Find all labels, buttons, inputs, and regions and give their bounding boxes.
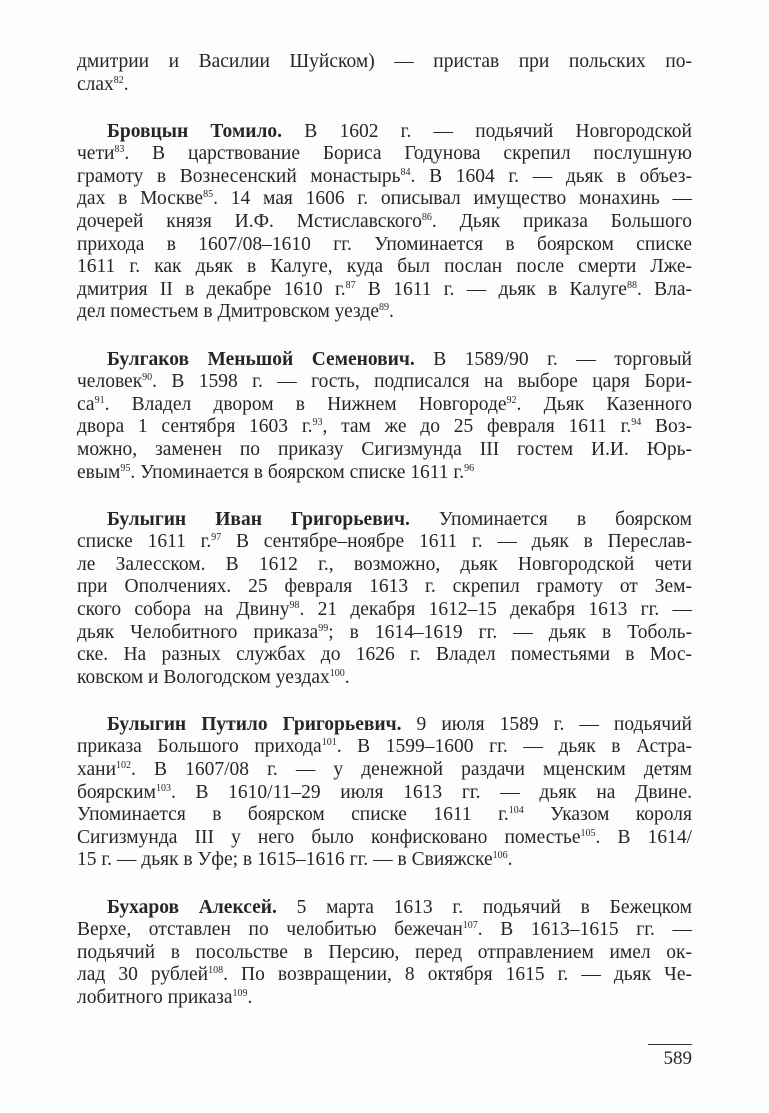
text-segment: при Ополчениях. 25 февраля 1613 г. скрепил грамоту от Зем- bbox=[77, 576, 692, 598]
text-line bbox=[77, 166, 692, 189]
text-line bbox=[77, 188, 692, 211]
entry-paragraph bbox=[77, 897, 692, 1010]
text-segment: хани bbox=[77, 759, 117, 781]
text-segment: дмитрия II в декабре 1610 г. bbox=[77, 278, 346, 300]
footnote-ref: 87 bbox=[345, 279, 356, 291]
text-segment: . В 1607/08 г. — у денежной раздачи мценским детям bbox=[131, 759, 692, 781]
text-segment: приказа Большого прихода bbox=[77, 736, 322, 758]
text-line bbox=[77, 964, 692, 987]
text-segment: 9 июля 1589 г. — подьячий bbox=[401, 713, 692, 735]
text-segment: 15 г. — дьяк в Уфе; в 1615–1616 гг. — в Свияжске bbox=[77, 849, 493, 871]
text-segment: Верхе, отставлен по челобитью бежечан bbox=[77, 919, 463, 941]
entry-name: Булыгин Иван Григорьевич. bbox=[107, 508, 410, 530]
text-segment: списке 1611 г. bbox=[77, 531, 212, 553]
text-segment: . bbox=[388, 301, 394, 323]
footnote-ref: 101 bbox=[321, 737, 337, 749]
footnote-ref: 100 bbox=[329, 667, 345, 679]
footnote-ref: 85 bbox=[203, 189, 214, 201]
text-segment: . В царствование Бориса Годунова скрепил послушную bbox=[124, 143, 692, 165]
footnote-ref: 90 bbox=[142, 372, 153, 384]
text-segment: дочерей князя И.Ф. Мстиславского bbox=[77, 211, 422, 233]
text-segment: . В 1598 г. — гость, подписался на выборе царя Бори- bbox=[152, 371, 692, 393]
footnote-ref: 82 bbox=[113, 74, 124, 86]
text-segment: дьяк Челобитного приказа bbox=[77, 621, 319, 643]
text-segment: . Упоминается в боярском списке 1611 г. bbox=[130, 461, 465, 483]
text-line bbox=[77, 714, 692, 737]
text-segment: лобитного приказа bbox=[77, 986, 233, 1008]
text-segment: можно, заменен по приказу Сигизмунда III гостем И.И. Юрь- bbox=[77, 438, 692, 460]
text-segment: Указом короля bbox=[523, 804, 692, 826]
text-segment: са bbox=[77, 393, 95, 415]
continuation-paragraph bbox=[77, 51, 692, 96]
text-line bbox=[77, 897, 692, 920]
text-segment: В 1611 г. — дьяк в Калуге bbox=[355, 278, 627, 300]
text-segment: . Дьяк приказа Большого bbox=[431, 211, 693, 233]
text-segment: . Владел двором в Нижнем Новгороде bbox=[104, 393, 507, 415]
text-line bbox=[77, 827, 692, 850]
text-segment: , там же до 25 февраля 1611 г. bbox=[322, 416, 632, 438]
text-line bbox=[77, 782, 692, 805]
footnote-ref: 109 bbox=[232, 987, 248, 999]
text-segment: ске. На разных службах до 1626 г. Владел поместьями в Мос- bbox=[77, 644, 692, 666]
footnote-ref: 94 bbox=[631, 417, 642, 429]
text-segment: . 14 мая 1606 г. описывал имущество монахинь — bbox=[213, 188, 692, 210]
text-line bbox=[77, 622, 692, 645]
text-line bbox=[77, 919, 692, 942]
entry-paragraph bbox=[77, 349, 692, 485]
text-segment: ского собора на Двину bbox=[77, 598, 290, 620]
text-segment: Упоминается в боярском списке 1611 г. bbox=[77, 804, 509, 826]
text-segment: дел поместьем в Дмитровском уезде bbox=[77, 301, 379, 323]
footnote-ref: 105 bbox=[580, 827, 596, 839]
text-line bbox=[77, 301, 692, 324]
text-line bbox=[77, 121, 692, 144]
footnote-ref: 96 bbox=[464, 462, 475, 474]
text-segment: лад 30 рублей bbox=[77, 964, 209, 986]
text-segment: двора 1 сентября 1603 г. bbox=[77, 416, 313, 438]
text-segment: дах в Москве bbox=[77, 188, 204, 210]
text-line bbox=[77, 256, 692, 279]
text-segment: подьячий в посольстве в Персию, перед отправлением имел ок- bbox=[77, 941, 692, 963]
entry-name: Булыгин Путило Григорьевич. bbox=[107, 713, 402, 735]
text-segment: чети bbox=[77, 143, 115, 165]
text-line bbox=[77, 554, 692, 577]
text-line bbox=[77, 987, 692, 1010]
text-segment: . В 1613–1615 гг. — bbox=[477, 919, 692, 941]
entry-paragraph bbox=[77, 714, 692, 872]
text-segment: ковском и Вологодском уездах bbox=[77, 666, 330, 688]
text-line bbox=[77, 509, 692, 532]
text-line bbox=[77, 416, 692, 439]
text-segment: 1611 г. как дьяк в Калуге, куда был послан после смерти Лже- bbox=[77, 256, 692, 278]
page-body bbox=[77, 51, 692, 1009]
footnote-ref: 97 bbox=[211, 532, 222, 544]
text-segment: В 1602 г. — подьячий Новгородской bbox=[282, 120, 692, 142]
text-line bbox=[77, 531, 692, 554]
entry-name: Бухаров Алексей. bbox=[107, 896, 277, 918]
text-segment: . bbox=[344, 666, 350, 688]
footnote-ref: 95 bbox=[120, 462, 131, 474]
footnote-ref: 103 bbox=[155, 782, 171, 794]
text-line bbox=[77, 143, 692, 166]
footnote-ref: 93 bbox=[312, 417, 323, 429]
text-line bbox=[77, 439, 692, 462]
text-segment: . В 1599–1600 гг. — дьяк в Астра- bbox=[336, 736, 692, 758]
text-segment: человек bbox=[77, 371, 143, 393]
text-line bbox=[77, 599, 692, 622]
text-segment: слах bbox=[77, 73, 114, 95]
text-line bbox=[77, 759, 692, 782]
footnote-ref: 107 bbox=[462, 920, 478, 932]
page-number: 589 bbox=[648, 1044, 692, 1071]
text-segment: . В 1610/11–29 июля 1613 гг. — дьяк на Двине. bbox=[170, 781, 692, 803]
text-line bbox=[77, 74, 692, 97]
text-line bbox=[77, 349, 692, 372]
text-line bbox=[77, 736, 692, 759]
text-line bbox=[77, 576, 692, 599]
text-segment: . bbox=[507, 849, 513, 871]
text-segment: боярским bbox=[77, 781, 156, 803]
footnote-ref: 91 bbox=[94, 394, 105, 406]
footnote-ref: 84 bbox=[400, 166, 411, 178]
footnote-ref: 86 bbox=[421, 212, 432, 224]
text-segment: . bbox=[247, 986, 253, 1008]
text-segment: Сигизмунда III у него было конфисковано поместье bbox=[77, 826, 581, 848]
text-segment: 5 марта 1613 г. подьячий в Бежецком bbox=[276, 896, 692, 918]
text-segment: евым bbox=[77, 461, 121, 483]
text-segment: грамоту в Вознесенский монастырь bbox=[77, 165, 401, 187]
text-line bbox=[77, 279, 692, 302]
text-segment: Воз- bbox=[641, 416, 692, 438]
entry-name: Бровцын Томило. bbox=[107, 120, 283, 142]
text-segment: . Дьяк Казенного bbox=[516, 393, 693, 415]
footnote-ref: 102 bbox=[116, 760, 132, 772]
footnote-ref: 88 bbox=[626, 279, 637, 291]
text-segment: . В 1604 г. — дьяк в объез- bbox=[410, 165, 692, 187]
text-segment: . bbox=[123, 73, 129, 95]
text-segment: . В 1614/ bbox=[595, 826, 692, 848]
text-segment: . Вла- bbox=[636, 278, 693, 300]
text-segment: дмитрии и Василии Шуйском) — пристав при польских по- bbox=[77, 51, 692, 72]
entry-paragraph bbox=[77, 121, 692, 324]
footnote-ref: 108 bbox=[208, 965, 224, 977]
text-line bbox=[77, 667, 692, 690]
footnote-ref: 106 bbox=[492, 850, 508, 862]
text-segment: ; в 1614–1619 гг. — дьяк в Тоболь- bbox=[328, 621, 692, 643]
text-segment: . 21 декабря 1612–15 декабря 1613 гг. — bbox=[299, 598, 692, 620]
footnote-ref: 92 bbox=[506, 394, 517, 406]
text-line bbox=[77, 51, 692, 74]
text-segment: В сентябре–ноябре 1611 г. — дьяк в Переслав- bbox=[221, 531, 692, 553]
text-line bbox=[77, 234, 692, 257]
text-segment: В 1589/90 г. — торговый bbox=[414, 348, 692, 370]
footnote-ref: 89 bbox=[378, 302, 389, 314]
text-segment: . По возвращении, 8 октября 1615 г. — дьяк Че- bbox=[223, 964, 692, 986]
entry-paragraph bbox=[77, 509, 692, 690]
text-line bbox=[77, 644, 692, 667]
text-line bbox=[77, 394, 692, 417]
text-segment: Упоминается в боярском bbox=[409, 508, 692, 530]
footnote-ref: 98 bbox=[289, 599, 300, 611]
text-line bbox=[77, 371, 692, 394]
text-segment: ле Залесском. В 1612 г., возможно, дьяк Новгородской чети bbox=[77, 553, 692, 575]
footnote-ref: 83 bbox=[114, 144, 125, 156]
footnote-ref: 99 bbox=[318, 622, 329, 634]
text-line bbox=[77, 942, 692, 965]
footnote-ref: 104 bbox=[508, 805, 524, 817]
text-line bbox=[77, 849, 692, 872]
text-line bbox=[77, 804, 692, 827]
text-segment: прихода в 1607/08–1610 гг. Упоминается в боярском списке bbox=[77, 233, 692, 255]
text-line bbox=[77, 211, 692, 234]
text-line bbox=[77, 462, 692, 485]
entry-name: Булгаков Меньшой Семенович. bbox=[107, 348, 415, 370]
